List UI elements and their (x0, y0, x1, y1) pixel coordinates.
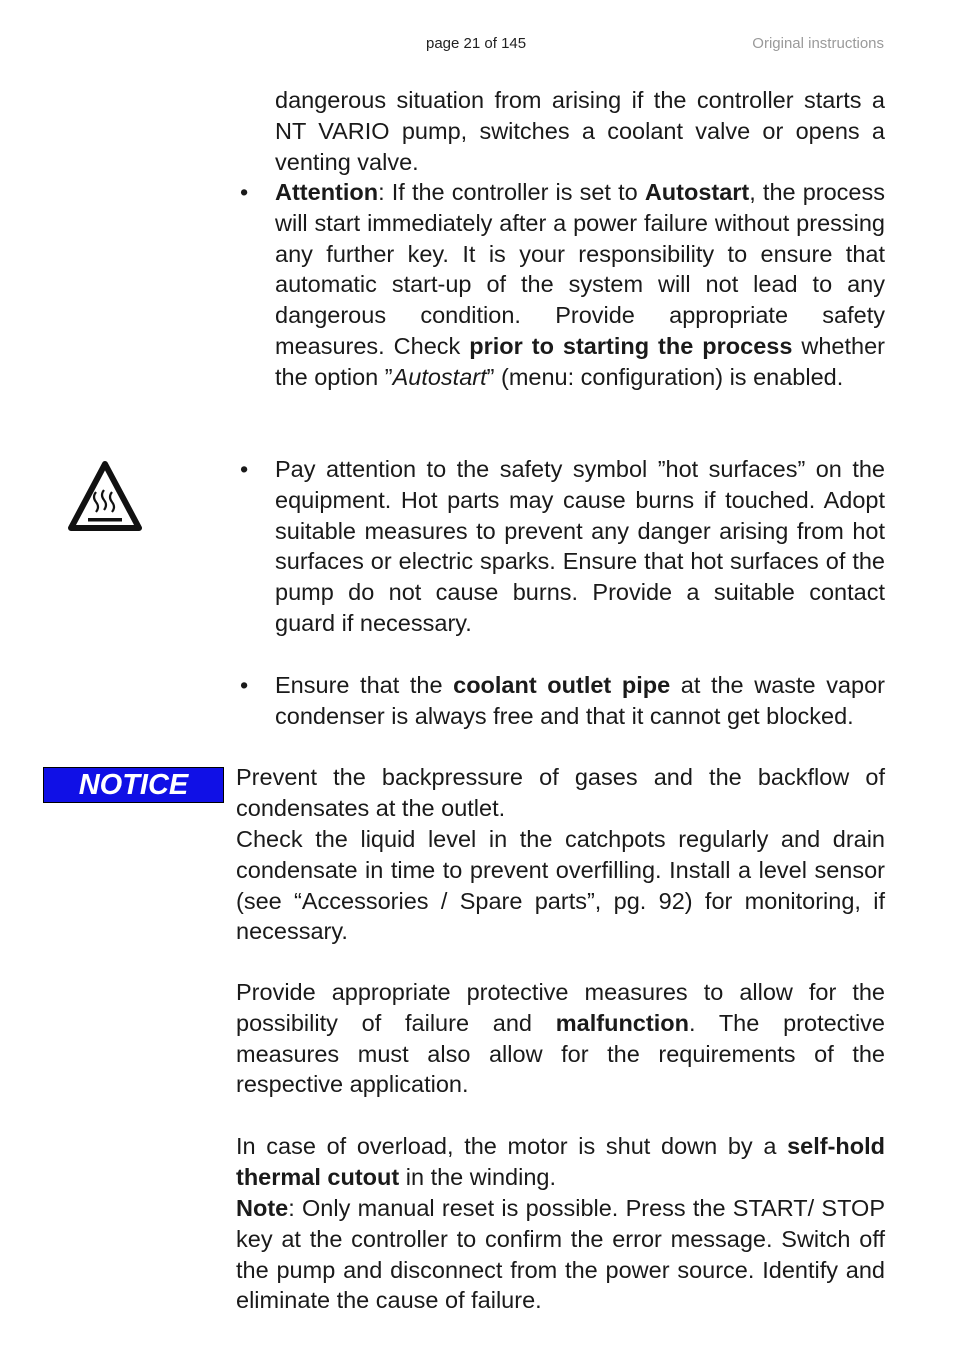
bold-attention: Attention (275, 179, 379, 205)
bold-coolant-outlet-pipe: coolant outlet pipe (453, 672, 671, 698)
text-run: , the process will start immediately after a power failure without pressing any further key. It is your responsibility to ensure that automatic start-up of the system will not lead to any dangerous condition. Provide appropriate safety measures. Check (275, 179, 885, 359)
bullet-autostart (275, 177, 885, 393)
paragraph-intro: dangerous situation from arising if the controller starts a NT VARIO pump, switches a coolant valve or opens a venting valve. (275, 87, 885, 175)
notice-paragraph-note (236, 1193, 885, 1316)
text-run: : Only manual reset is possible. Press the START/ STOP key at the controller to confirm the error message. Switch off the pump and disconnect from the power source. Identify and eliminate the cause of failure. (236, 1195, 885, 1314)
text-run: Ensure that the (275, 672, 454, 698)
text-run: : If the controller is set to (378, 179, 645, 205)
document-type-label: Original instructions (752, 35, 884, 52)
bold-note: Note (236, 1195, 289, 1221)
hot-surface-warning-icon (66, 458, 144, 536)
text-run: at the waste vapor condenser is always free and that it cannot get blocked. (275, 672, 885, 729)
bold-autostart: Autostart (644, 179, 750, 205)
notice-paragraph-liquid-level: Check the liquid level in the catchpots regularly and drain condensate in time to prevent overfilling. Install a level sensor (see “Accessories / Spare parts”, pg. 92) for monitoring, if necessary. (236, 826, 885, 945)
bullet-coolant-outlet (275, 670, 885, 732)
bold-malfunction: malfunction (555, 1009, 689, 1036)
bullet-marker: • (240, 179, 249, 205)
notice-badge: NOTICE (43, 767, 224, 803)
text-run: in the winding. (399, 1163, 556, 1190)
text-run: In case of overload, the motor is shut down by a (236, 1133, 788, 1159)
bold-prior-to-starting: prior to starting the process (469, 332, 793, 359)
page-number: page 21 of 145 (426, 35, 527, 52)
bold-self-hold-thermal-cutout: self-hold thermal cutout (236, 1133, 885, 1190)
italic-autostart: Autostart (392, 363, 487, 390)
text-run: whether the option ” (275, 332, 885, 390)
bullet-marker: • (240, 456, 249, 482)
notice-paragraph-overload (236, 1131, 885, 1193)
text-run: Provide appropriate protective measures to allow for the possibility of failure and (236, 979, 885, 1036)
bullet-hot-surfaces: Pay attention to the safety symbol ”hot surfaces” on the equipment. Hot parts may cause burns if touched. Adopt suitable measures to prevent any danger arising from hot surfaces or electric sparks. Ensure that hot surfaces of the pump do not cause burns. Provide a suitable contact guard if necessary. (275, 456, 885, 636)
text-run: . The protective measures must also allow for the requirements of the respective application. (236, 1009, 885, 1098)
bullet-marker: • (240, 672, 249, 698)
notice-paragraph-protective-measures (236, 977, 885, 1100)
text-run: ” (menu: configuration) is enabled. (486, 363, 844, 390)
notice-paragraph-backpressure: Prevent the backpressure of gases and the backflow of condensates at the outlet. (236, 764, 885, 821)
